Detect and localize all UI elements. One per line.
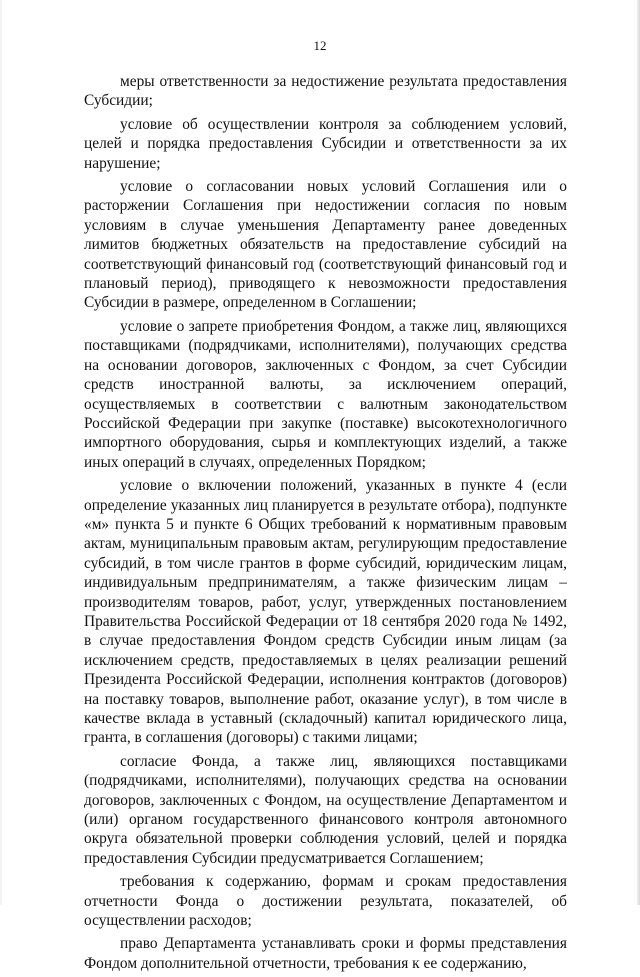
paragraph-reporting-requirements: требования к содержанию, формам и срокам предоставления отчетности Фонда о достижении результата, показателей, об осуществлении расходов; [84, 873, 567, 930]
paragraph-agreement-amendment-condition: условие о согласовании новых условий Соглашения или о расторжении Соглашения при недостижении согласия по новым условиям в случае уменьшения Департаменту ранее доведенных лимитов бюджетных обязательств на предоставление субсидий на соответствующий финансовый год (соответствующий финансовый год и плановый период), приводящего к невозможности предоставления Субсидии в размере, определенном в Соглашении; [84, 178, 567, 312]
paragraph-inclusion-provisions: условие о включении положений, указанных в пункте 4 (если определение указанных лиц планируется в результате отбора), подпункте «м» пункта 5 и пункте 6 Общих требований к нормативным правовым актам, муниципальным правовым актам, регулирующим предоставление субсидий, в том числе грантов в форме субсидий, юридическим лицам, индивидуальным предпринимателям, а также физическим лицам – производителям товаров, работ, услуг, утвержденных постановлением Правительства Российской Федерации от 18 сентября 2020 года № 1492, в случае предоставления Фондом средств Субсидии иным лицам (за исключением средств, предоставляемых в целях реализации решений Президента Российской Федерации, исполнения контрактов (договоров) на поставку товаров, выполнение работ, оказание услуг), в том числе в качестве вклада в уставный (складочный) капитал юридического лица, гранта, в соглашения (договоры) с такими лицами; [84, 477, 567, 747]
paragraph-additional-reporting-right: право Департамента устанавливать сроки и формы представления Фондом дополнительной отчетности, требования к ее содержанию, [84, 935, 567, 972]
paragraph-control-condition: условие об осуществлении контроля за соблюдением условий, целей и порядка предоставления Субсидии и ответственности за их нарушение; [84, 115, 567, 172]
document-body [84, 72, 567, 977]
paragraph-liability-measures: меры ответственности за недостижение результата предоставления Субсидии; [84, 73, 567, 110]
paragraph-inspection-consent: согласие Фонда, а также лиц, являющихся поставщиками (подрядчиками, исполнителями), получающих средства на основании договоров, заключенных с Фондом, на осуществление Департаментом и (или) органом государственного финансового контроля автономного округа обязательной проверки соблюдения условий, целей и порядка предоставления Субсидии предусматривается Соглашением; [84, 752, 567, 867]
scan-edge-left [0, 0, 2, 905]
paragraph-foreign-currency-ban: условие о запрете приобретения Фондом, а также лиц, являющихся поставщиками (подрядчиками, исполнителями), получающих средства на основании договоров, заключенных с Фондом, за счет Субсидии средств иностранной валюты, за исключением операций, осуществляемых в соответствии с валютным законодательством Российской Федерации при закупке (поставке) высокотехнологичного импортного оборудования, сырья и комплектующих изделий, а также иных операций в случаях, определенных Порядком; [84, 317, 567, 471]
page-number: 12 [313, 38, 327, 53]
